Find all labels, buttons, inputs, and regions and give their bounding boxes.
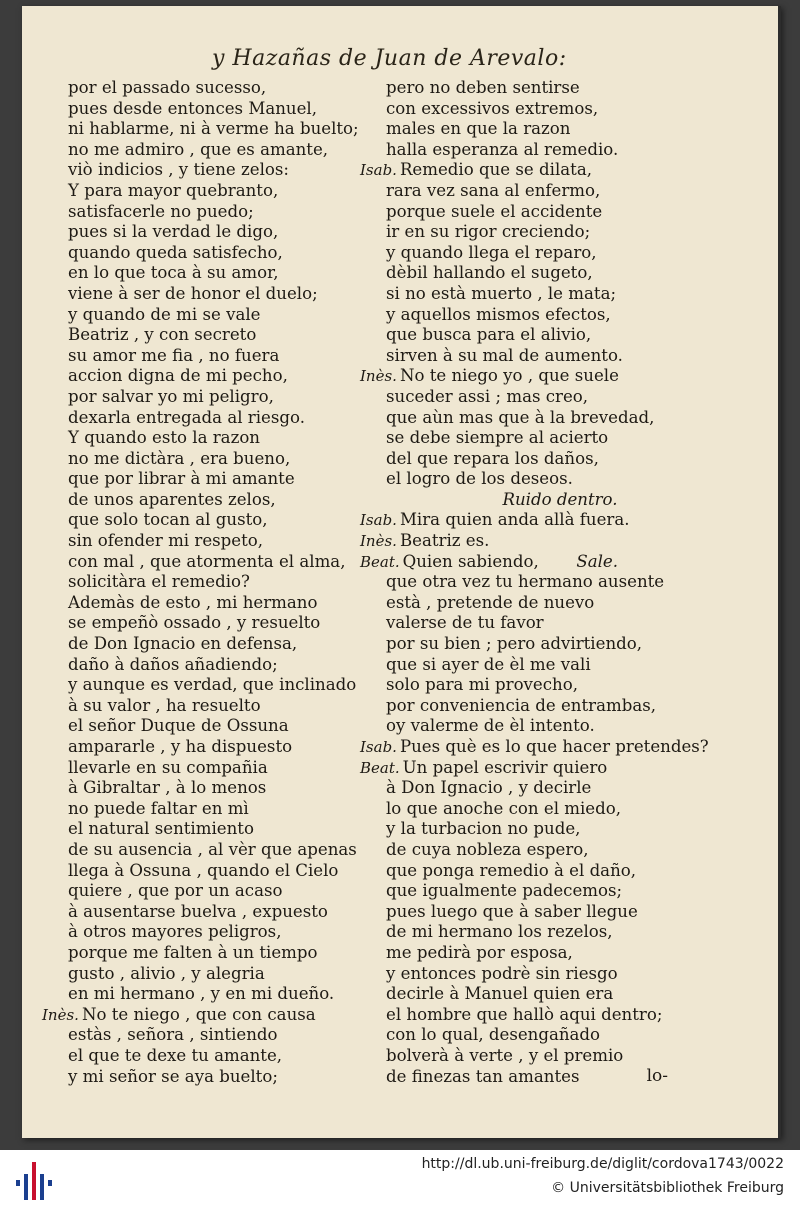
verse-line bbox=[360, 737, 760, 758]
speaker-name: Beat. bbox=[360, 758, 400, 777]
verse-line: en lo que toca à su amor, bbox=[68, 263, 279, 283]
verse-line: lo que anoche con el miedo, bbox=[386, 798, 622, 818]
verse-line: que si ayer de èl me vali bbox=[386, 654, 591, 674]
verse-text: Un papel escrivir quiero bbox=[402, 757, 608, 777]
verse-text: Quien sabiendo, bbox=[402, 551, 539, 571]
verse-line: à otros mayores peligros, bbox=[68, 922, 282, 942]
verse-line: y la turbacion no pude, bbox=[386, 819, 581, 839]
verse-line: de finezas tan amantes bbox=[386, 1066, 580, 1086]
speaker-name: Isab. bbox=[360, 511, 397, 530]
verse-line: en mi hermano , y en mi dueño. bbox=[68, 984, 335, 1004]
verse-line: llevarle en su compañia bbox=[68, 757, 268, 777]
verse-line: y mi señor se aya buelto; bbox=[68, 1066, 278, 1086]
verse-line: satisfacerle no puedo; bbox=[68, 201, 254, 221]
verse-line: rara vez sana al enfermo, bbox=[386, 180, 601, 200]
speaker-name: Beat. bbox=[360, 552, 400, 571]
verse-line: pero no deben sentirse bbox=[386, 78, 580, 97]
verse-line: à Don Ignacio , y decirle bbox=[386, 778, 592, 798]
verse-line: con mal , que atormenta el alma, bbox=[68, 551, 346, 571]
catchword: lo- bbox=[646, 1066, 668, 1086]
verse-text: Pues què es lo que hacer pretendes? bbox=[399, 737, 709, 756]
verse-text: Remedio que se dilata, bbox=[399, 160, 592, 180]
verse-line: de mi hermano los rezelos, bbox=[386, 922, 613, 942]
speaker-name: Inès. bbox=[42, 1005, 79, 1024]
verse-line: y aquellos mismos efectos, bbox=[386, 304, 611, 324]
verse-line: llega à Ossuna , quando el Cielo bbox=[68, 860, 339, 880]
verse-line: Ademàs de esto , mi hermano bbox=[68, 592, 318, 612]
verse-line: sirven à su mal de aumento. bbox=[386, 345, 623, 365]
verse-line: daño à daños añadiendo; bbox=[68, 654, 278, 674]
verse-line: del que repara los daños, bbox=[386, 448, 599, 468]
verse-line: dèbil hallando el sugeto, bbox=[386, 263, 593, 283]
verse-line: porque suele el accidente bbox=[386, 201, 603, 221]
verse-line: por conveniencia de entrambas, bbox=[386, 695, 657, 715]
verse-line: à ausentarse buelva , expuesto bbox=[68, 901, 328, 921]
verse-line: pues luego que à saber llegue bbox=[386, 901, 638, 921]
verse-line: no me admiro , que es amante, bbox=[68, 139, 329, 159]
verse-line: por el passado sucesso, bbox=[68, 78, 267, 97]
verse-line: decirle à Manuel quien era bbox=[386, 984, 614, 1004]
verse-line: bolverà à verte , y el premio bbox=[386, 1045, 624, 1065]
verse-line bbox=[42, 1005, 342, 1026]
verse-line: si no està muerto , le mata; bbox=[386, 283, 617, 303]
verse-line: el señor Duque de Ossuna bbox=[68, 716, 289, 736]
verse-line: de su ausencia , al vèr que apenas bbox=[68, 839, 357, 859]
verse-line: accion digna de mi pecho, bbox=[68, 366, 288, 386]
verse-line: sin ofender mi respeto, bbox=[68, 531, 264, 551]
verse-line bbox=[360, 758, 760, 779]
verse-line: viò indicios , y tiene zelos: bbox=[68, 160, 289, 180]
verse-line: oy valerme de èl intento. bbox=[386, 716, 595, 736]
university-library-logo-icon bbox=[14, 1160, 54, 1200]
speaker-name: Isab. bbox=[360, 738, 397, 756]
copyright-credit: © Universitätsbibliothek Freiburg bbox=[551, 1180, 784, 1196]
verse-line: halla esperanza al remedio. bbox=[386, 139, 619, 159]
verse-line bbox=[360, 510, 760, 531]
verse-line: Beatriz , y con secreto bbox=[68, 325, 257, 345]
verse-line: su amor me fia , no fuera bbox=[68, 345, 280, 365]
verse-line: que por librar à mi amante bbox=[68, 469, 295, 489]
verse-line bbox=[360, 552, 760, 573]
verse-line: de cuya nobleza espero, bbox=[386, 839, 589, 859]
verse-line: ampararle , y ha dispuesto bbox=[68, 737, 293, 756]
footer-bar bbox=[0, 1150, 800, 1208]
verse-line: Y quando esto la razon bbox=[68, 428, 260, 448]
verse-line: quando queda satisfecho, bbox=[68, 242, 283, 262]
verse-text: Mira quien anda allà fuera. bbox=[399, 510, 630, 530]
permalink-url[interactable]: http://dl.ub.uni-freiburg.de/diglit/cordova1743/0022 bbox=[421, 1156, 784, 1172]
stage-direction: Ruido dentro. bbox=[502, 489, 618, 509]
verse-text: No te niego , que con causa bbox=[81, 1004, 316, 1024]
verse-line: que aùn mas que à la brevedad, bbox=[386, 407, 655, 427]
verse-line: que otra vez tu hermano ausente bbox=[386, 572, 665, 592]
verse-line: el logro de los deseos. bbox=[386, 469, 573, 489]
verse-line: el natural sentimiento bbox=[68, 819, 254, 839]
verse-line: suceder assi ; mas creo, bbox=[386, 386, 589, 406]
verse-line: pues si la verdad le digo, bbox=[68, 222, 279, 242]
right-column bbox=[360, 78, 760, 1087]
verse-line: dexarla entregada al riesgo. bbox=[68, 407, 305, 427]
verse-line: pues desde entonces Manuel, bbox=[68, 98, 318, 118]
speaker-name: Inès. bbox=[360, 367, 397, 386]
verse-line: gusto , alivio , y alegria bbox=[68, 963, 265, 983]
verse-line bbox=[360, 531, 760, 552]
verse-line: à su valor , ha resuelto bbox=[68, 695, 261, 715]
verse-line: Y para mayor quebranto, bbox=[68, 180, 279, 200]
verse-line: està , pretende de nuevo bbox=[386, 592, 595, 612]
verse-line: de Don Ignacio en defensa, bbox=[68, 634, 298, 654]
verse-line: solicitàra el remedio? bbox=[68, 572, 250, 592]
stage-direction: Sale. bbox=[576, 551, 618, 571]
verse-line: males en que la razon bbox=[386, 119, 571, 139]
verse-line: se debe siempre al acierto bbox=[386, 428, 609, 448]
verse-line: ni hablarme, ni à verme ha buelto; bbox=[68, 119, 359, 139]
verse-line: y aunque es verdad, que inclinado bbox=[68, 675, 357, 695]
left-column bbox=[42, 78, 359, 1087]
verse-line: me pedirà por esposa, bbox=[386, 942, 573, 962]
verse-text: No te niego yo , que suele bbox=[399, 366, 619, 386]
verse-line: con lo qual, desengañado bbox=[386, 1025, 601, 1045]
verse-line: que ponga remedio à el daño, bbox=[386, 860, 637, 880]
verse-line bbox=[360, 366, 760, 387]
verse-line: à Gibraltar , à lo menos bbox=[68, 778, 267, 798]
verse-line: ir en su rigor creciendo; bbox=[386, 222, 591, 242]
verse-line: quiere , que por un acaso bbox=[68, 881, 283, 901]
verse-line: que igualmente padecemos; bbox=[386, 881, 623, 901]
verse-line: por su bien ; pero advirtiendo, bbox=[386, 634, 643, 654]
verse-line: porque me falten à un tiempo bbox=[68, 942, 318, 962]
verse-line: se empeñò ossado , y resuelto bbox=[68, 613, 321, 633]
verse-line: y quando llega el reparo, bbox=[386, 242, 597, 262]
verse-line: no puede faltar en mì bbox=[68, 798, 249, 818]
verse-line: y entonces podrè sin riesgo bbox=[386, 963, 618, 983]
verse-line: el que te dexe tu amante, bbox=[68, 1045, 283, 1065]
verse-line: que busca para el alivio, bbox=[386, 325, 592, 345]
verse-line bbox=[360, 160, 760, 181]
verse-line: valerse de tu favor bbox=[386, 613, 544, 633]
verse-line: de unos aparentes zelos, bbox=[68, 489, 276, 509]
verse-line: con excessivos extremos, bbox=[386, 98, 599, 118]
verse-line: por salvar yo mi peligro, bbox=[68, 386, 274, 406]
verse-line: y quando de mi se vale bbox=[68, 304, 261, 324]
verse-line: el hombre que hallò aqui dentro; bbox=[386, 1004, 663, 1024]
speaker-name: Isab. bbox=[360, 161, 397, 180]
speaker-name: Inès. bbox=[360, 532, 397, 551]
book-page bbox=[22, 6, 781, 1138]
verse-line: que solo tocan al gusto, bbox=[68, 510, 268, 530]
verse-line: estàs , señora , sintiendo bbox=[68, 1025, 278, 1045]
verse-line: viene à ser de honor el duelo; bbox=[68, 283, 318, 303]
verse-line: no me dictàra , era bueno, bbox=[68, 448, 291, 468]
verse-text: Beatriz es. bbox=[399, 531, 490, 551]
running-header: y Hazañas de Juan de Arevalo: bbox=[212, 46, 567, 71]
verse-line: solo para mi provecho, bbox=[386, 675, 578, 695]
